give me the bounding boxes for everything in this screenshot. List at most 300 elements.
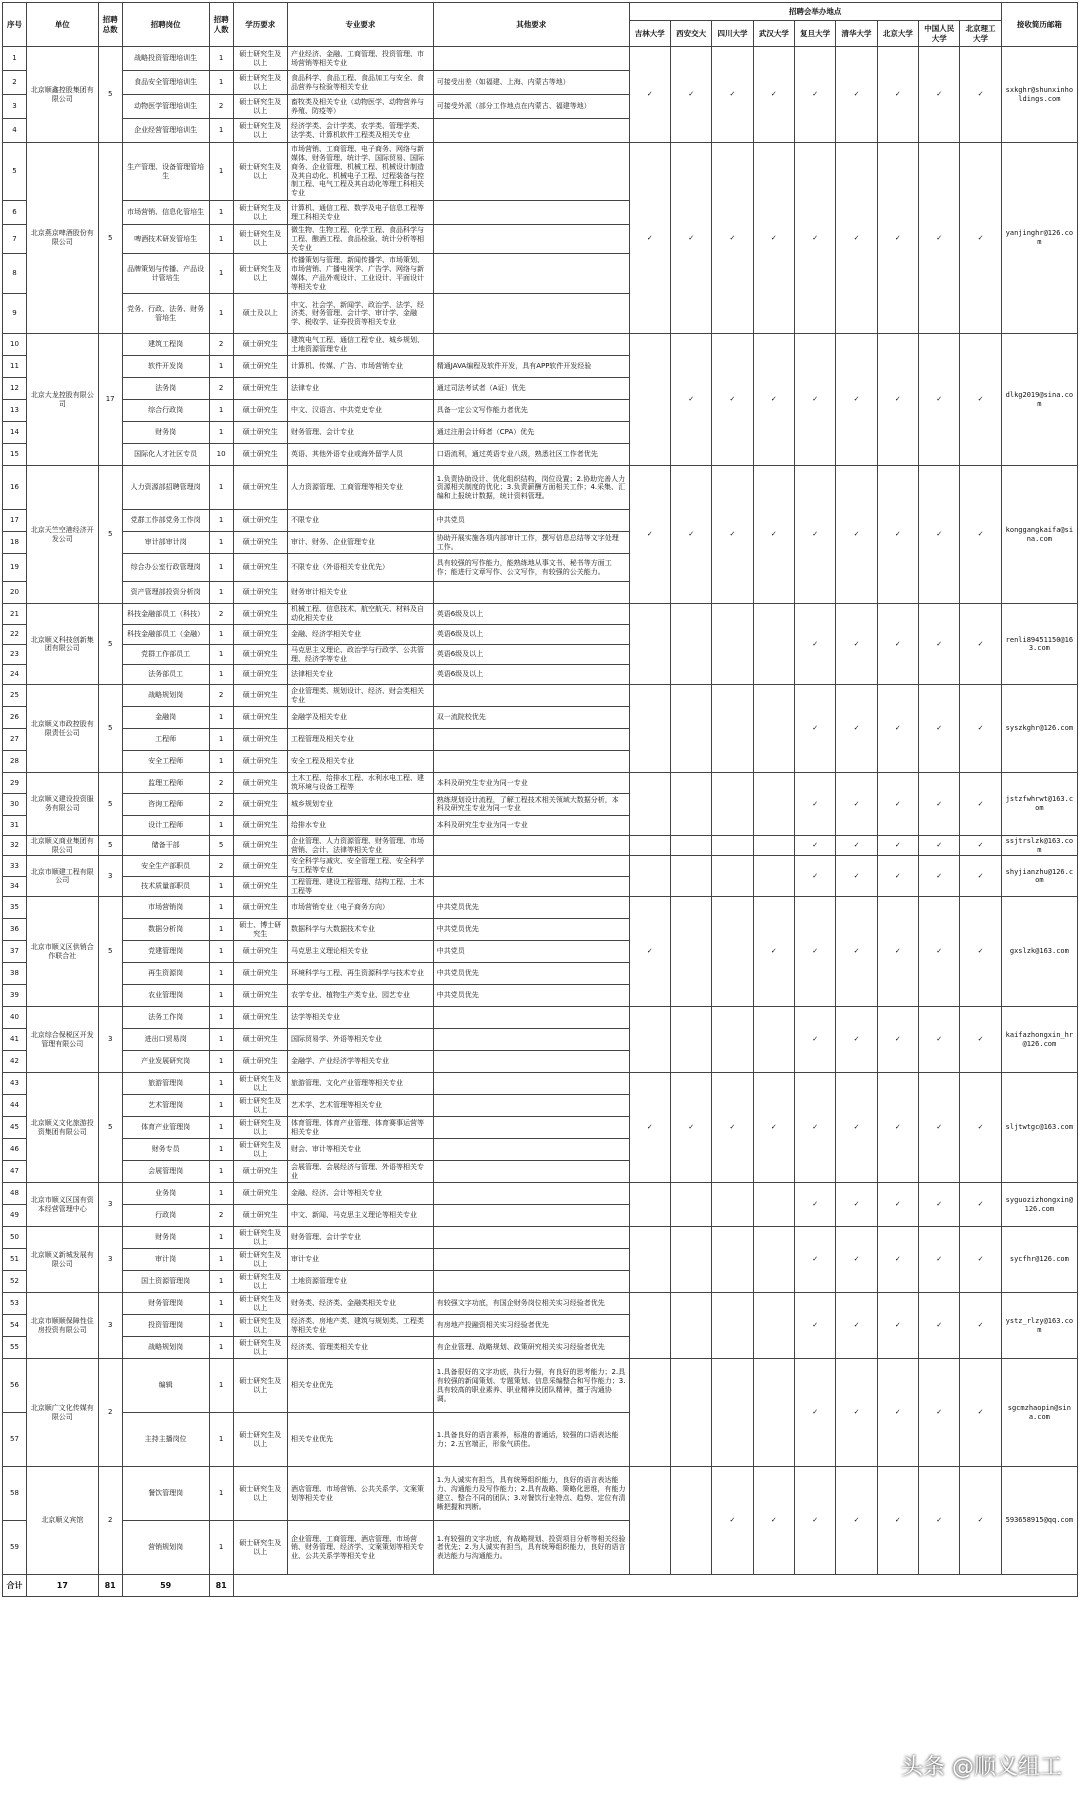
other-req: 通过司法考试者（A证）优先 bbox=[433, 378, 629, 400]
venue-check bbox=[753, 773, 794, 836]
education-req: 硕士研究生及以上 bbox=[233, 1073, 287, 1095]
position-name: 啤酒技术研发管培生 bbox=[122, 225, 209, 254]
venue-check: ✓ bbox=[877, 685, 918, 773]
position-name: 品牌策划与传播、产品设计管培生 bbox=[122, 254, 209, 294]
other-req bbox=[433, 334, 629, 356]
row-number: 10 bbox=[3, 334, 27, 356]
major-req: 相关专业优先 bbox=[287, 1413, 433, 1467]
venue-check: ✓ bbox=[960, 1183, 1001, 1227]
education-req: 硕士研究生及以上 bbox=[233, 143, 287, 201]
row-number: 34 bbox=[3, 876, 27, 897]
venue-check: ✓ bbox=[836, 835, 877, 856]
other-req bbox=[433, 1205, 629, 1227]
education-req: 硕士研究生及以上 bbox=[233, 95, 287, 119]
row-number: 7 bbox=[3, 225, 27, 254]
position-count: 1 bbox=[209, 1095, 233, 1117]
venue-check: ✓ bbox=[919, 47, 960, 143]
major-req: 不限专业 bbox=[287, 510, 433, 532]
position-name: 建筑工程岗 bbox=[122, 334, 209, 356]
venue-check: ✓ bbox=[670, 143, 711, 334]
venue-check: ✓ bbox=[670, 1073, 711, 1183]
row-number: 12 bbox=[3, 378, 27, 400]
unit-total: 3 bbox=[98, 1007, 122, 1073]
position-count: 1 bbox=[209, 1161, 233, 1183]
position-count: 1 bbox=[209, 119, 233, 143]
unit-name: 北京顺义建设投资服务有限公司 bbox=[26, 773, 98, 836]
position-count: 1 bbox=[209, 1413, 233, 1467]
venue-check: ✓ bbox=[877, 1183, 918, 1227]
position-count: 1 bbox=[209, 532, 233, 554]
unit-name: 北京综合保税区开发管理有限公司 bbox=[26, 1007, 98, 1073]
venue-check: ✓ bbox=[629, 1073, 670, 1183]
email-address: sljtwtgc@163.com bbox=[1001, 1073, 1077, 1183]
position-name: 财务岗 bbox=[122, 1227, 209, 1249]
venue-check: ✓ bbox=[877, 897, 918, 1007]
other-req: 双一流院校优先 bbox=[433, 707, 629, 729]
major-req: 安全工程及相关专业 bbox=[287, 751, 433, 773]
position-name: 法务岗 bbox=[122, 378, 209, 400]
venue-check: ✓ bbox=[919, 1293, 960, 1359]
venue-check: ✓ bbox=[919, 1183, 960, 1227]
row-number: 24 bbox=[3, 665, 27, 685]
table-row bbox=[3, 1183, 1078, 1205]
row-number: 31 bbox=[3, 815, 27, 835]
header-venue: 四川大学 bbox=[712, 21, 753, 47]
other-req: 熟练规划设计流程，了解工程技术相关领域大数据分析，本科及研究生专业为同一专业 bbox=[433, 793, 629, 815]
header-venue: 武汉大学 bbox=[753, 21, 794, 47]
position-name: 战略规划岗 bbox=[122, 1337, 209, 1359]
position-count: 1 bbox=[209, 1271, 233, 1293]
venue-check: ✓ bbox=[877, 1073, 918, 1183]
position-name: 数据分析岗 bbox=[122, 919, 209, 941]
row-number: 42 bbox=[3, 1051, 27, 1073]
other-req: 可接受出差（如福建、上海、内蒙古等地） bbox=[433, 71, 629, 95]
venue-check bbox=[712, 685, 753, 773]
position-count: 1 bbox=[209, 1521, 233, 1575]
position-name: 艺术管理岗 bbox=[122, 1095, 209, 1117]
row-number: 39 bbox=[3, 985, 27, 1007]
other-req bbox=[433, 1117, 629, 1139]
position-name: 编辑 bbox=[122, 1359, 209, 1413]
venue-check bbox=[670, 1183, 711, 1227]
venue-check: ✓ bbox=[795, 856, 836, 897]
position-name: 国际化人才社区专员 bbox=[122, 444, 209, 466]
venue-check: ✓ bbox=[877, 1007, 918, 1073]
position-name: 安全工程师 bbox=[122, 751, 209, 773]
table-row bbox=[3, 1467, 1078, 1521]
unit-total: 5 bbox=[98, 897, 122, 1007]
table-row bbox=[3, 334, 1078, 356]
venue-check: ✓ bbox=[629, 897, 670, 1007]
position-name: 进出口贸易岗 bbox=[122, 1029, 209, 1051]
education-req: 硕士研究生 bbox=[233, 1161, 287, 1183]
major-req: 金融、经济、会计等相关专业 bbox=[287, 1183, 433, 1205]
venue-check: ✓ bbox=[877, 1293, 918, 1359]
venue-check: ✓ bbox=[629, 143, 670, 334]
venue-check bbox=[712, 1227, 753, 1293]
venue-check bbox=[670, 835, 711, 856]
venue-check bbox=[629, 1293, 670, 1359]
header-seq: 序号 bbox=[3, 3, 27, 47]
other-req bbox=[433, 1249, 629, 1271]
row-number: 16 bbox=[3, 466, 27, 510]
major-req: 中文、汉语言、中共党史专业 bbox=[287, 400, 433, 422]
venue-check: ✓ bbox=[919, 1359, 960, 1467]
total-positions: 59 bbox=[122, 1575, 209, 1597]
venue-check: ✓ bbox=[836, 1183, 877, 1227]
venue-check: ✓ bbox=[753, 47, 794, 143]
unit-name: 北京顺义文化旅游投资集团有限公司 bbox=[26, 1073, 98, 1183]
venue-check: ✓ bbox=[795, 466, 836, 604]
venue-check: ✓ bbox=[795, 1007, 836, 1073]
venue-check bbox=[629, 773, 670, 836]
other-req: 英语6级及以上 bbox=[433, 665, 629, 685]
header-venue: 北京大学 bbox=[877, 21, 918, 47]
position-name: 财务管理岗 bbox=[122, 1293, 209, 1315]
table-row bbox=[3, 1293, 1078, 1315]
venue-check: ✓ bbox=[877, 1467, 918, 1575]
venue-check: ✓ bbox=[919, 773, 960, 836]
major-req: 审计专业 bbox=[287, 1249, 433, 1271]
table-row bbox=[3, 1227, 1078, 1249]
position-name: 战略规划岗 bbox=[122, 685, 209, 707]
row-number: 38 bbox=[3, 963, 27, 985]
position-count: 1 bbox=[209, 897, 233, 919]
other-req: 英语6级及以上 bbox=[433, 644, 629, 665]
row-number: 33 bbox=[3, 856, 27, 877]
header-unit: 单位 bbox=[26, 3, 98, 47]
education-req: 硕士、博士研究生 bbox=[233, 919, 287, 941]
other-req bbox=[433, 1029, 629, 1051]
unit-total: 5 bbox=[98, 1073, 122, 1183]
education-req: 硕士研究生及以上 bbox=[233, 201, 287, 225]
venue-check: ✓ bbox=[960, 1073, 1001, 1183]
row-number: 30 bbox=[3, 793, 27, 815]
major-req: 会展管理、会展经济与管理、外语等相关专业 bbox=[287, 1161, 433, 1183]
row-number: 13 bbox=[3, 400, 27, 422]
position-count: 2 bbox=[209, 1205, 233, 1227]
venue-check: ✓ bbox=[919, 334, 960, 466]
venue-check: ✓ bbox=[919, 685, 960, 773]
position-count: 1 bbox=[209, 254, 233, 294]
other-req bbox=[433, 876, 629, 897]
table-row bbox=[3, 47, 1078, 71]
venue-check bbox=[629, 856, 670, 897]
unit-name: 北京大龙控股有限公司 bbox=[26, 334, 98, 466]
total-filler bbox=[233, 1575, 1077, 1597]
venue-check bbox=[753, 1007, 794, 1073]
venue-check: ✓ bbox=[919, 143, 960, 334]
major-req: 金融学及相关专业 bbox=[287, 707, 433, 729]
major-req: 财务审计相关专业 bbox=[287, 582, 433, 604]
header-edu: 学历要求 bbox=[233, 3, 287, 47]
education-req: 硕士研究生 bbox=[233, 334, 287, 356]
venue-check bbox=[753, 856, 794, 897]
other-req bbox=[433, 225, 629, 254]
unit-name: 北京燕京啤酒股份有限公司 bbox=[26, 143, 98, 334]
email-address: sycfhr@126.com bbox=[1001, 1227, 1077, 1293]
venue-check: ✓ bbox=[877, 334, 918, 466]
header-venue: 清华大学 bbox=[836, 21, 877, 47]
position-name: 食品安全管理培训生 bbox=[122, 71, 209, 95]
other-req bbox=[433, 1227, 629, 1249]
position-count: 1 bbox=[209, 422, 233, 444]
major-req: 微生物、生物工程、化学工程、食品科学与工程、酿酒工程、食品检验、统计分析等相关专业 bbox=[287, 225, 433, 254]
position-name: 会展管理岗 bbox=[122, 1161, 209, 1183]
venue-check: ✓ bbox=[712, 47, 753, 143]
other-req: 中共党员优先 bbox=[433, 985, 629, 1007]
major-req: 国际贸易学、外语等相关专业 bbox=[287, 1029, 433, 1051]
education-req: 硕士研究生 bbox=[233, 378, 287, 400]
position-count: 1 bbox=[209, 941, 233, 963]
total-row bbox=[3, 1575, 1078, 1597]
row-number: 50 bbox=[3, 1227, 27, 1249]
venue-check: ✓ bbox=[753, 1073, 794, 1183]
education-req: 硕士研究生 bbox=[233, 1029, 287, 1051]
venue-check bbox=[629, 334, 670, 466]
major-req: 中文、新闻、马克思主义理论等相关专业 bbox=[287, 1205, 433, 1227]
row-number: 29 bbox=[3, 773, 27, 794]
major-req: 城乡规划专业 bbox=[287, 793, 433, 815]
unit-name: 北京市顺义区国有资本经营管理中心 bbox=[26, 1183, 98, 1227]
other-req: 1.为人诚实有担当，具有统筹组织能力，良好的语言表达能力、沟通能力及写作能力；2.具有战略、策略化思维，有能力建立、整合不同的团队；3.对餐饮行业特点、趋势、定位有清晰把握和判断。 bbox=[433, 1467, 629, 1521]
table-row bbox=[3, 604, 1078, 625]
position-name: 党建管理岗 bbox=[122, 941, 209, 963]
other-req: 协助开展实施各项内部审计工作，撰写信息总结等文字处理工作。 bbox=[433, 532, 629, 554]
position-name: 再生资源岗 bbox=[122, 963, 209, 985]
position-name: 旅游管理岗 bbox=[122, 1073, 209, 1095]
unit-name: 北京市顺义区供销合作联合社 bbox=[26, 897, 98, 1007]
position-count: 2 bbox=[209, 334, 233, 356]
other-req bbox=[433, 1073, 629, 1095]
education-req: 硕士研究生 bbox=[233, 356, 287, 378]
row-number: 15 bbox=[3, 444, 27, 466]
venue-check bbox=[670, 604, 711, 685]
education-req: 硕士研究生 bbox=[233, 604, 287, 625]
education-req: 硕士研究生 bbox=[233, 400, 287, 422]
position-name: 主持主播岗位 bbox=[122, 1413, 209, 1467]
major-req: 给排水专业 bbox=[287, 815, 433, 835]
position-count: 2 bbox=[209, 856, 233, 877]
venue-check: ✓ bbox=[836, 1073, 877, 1183]
major-req: 中文、社会学、新闻学、政治学、法学、经济类、财务管理、会计学、审计学、金融学、税收学、证券投资等相关专业 bbox=[287, 294, 433, 334]
major-req: 体育管理、体育产业管理、体育赛事运营等相关专业 bbox=[287, 1117, 433, 1139]
position-count: 2 bbox=[209, 604, 233, 625]
total-count: 81 bbox=[209, 1575, 233, 1597]
education-req: 硕士研究生及以上 bbox=[233, 1293, 287, 1315]
row-number: 55 bbox=[3, 1337, 27, 1359]
education-req: 硕士研究生及以上 bbox=[233, 1337, 287, 1359]
row-number: 14 bbox=[3, 422, 27, 444]
venue-check: ✓ bbox=[836, 1467, 877, 1575]
venue-check: ✓ bbox=[877, 1359, 918, 1467]
venue-check bbox=[753, 1183, 794, 1227]
education-req: 硕士研究生 bbox=[233, 751, 287, 773]
education-req: 硕士研究生及以上 bbox=[233, 225, 287, 254]
major-req: 计算机、传媒、广告、市场营销专业 bbox=[287, 356, 433, 378]
education-req: 硕士研究生及以上 bbox=[233, 254, 287, 294]
venue-check: ✓ bbox=[919, 1007, 960, 1073]
venue-check: ✓ bbox=[795, 1467, 836, 1575]
major-req: 法学等相关专业 bbox=[287, 1007, 433, 1029]
header-email: 接收简历邮箱 bbox=[1001, 3, 1077, 47]
position-count: 1 bbox=[209, 510, 233, 532]
header-venue: 西安交大 bbox=[670, 21, 711, 47]
venue-check: ✓ bbox=[877, 604, 918, 685]
position-name: 行政岗 bbox=[122, 1205, 209, 1227]
position-count: 1 bbox=[209, 466, 233, 510]
major-req: 企业管理、人力资源管理、财务管理、市场营销、会计、法律等相关专业 bbox=[287, 835, 433, 856]
education-req: 硕士研究生 bbox=[233, 554, 287, 582]
venue-check: ✓ bbox=[960, 1467, 1001, 1575]
position-count: 1 bbox=[209, 1117, 233, 1139]
other-req bbox=[433, 201, 629, 225]
position-count: 1 bbox=[209, 1293, 233, 1315]
other-req: 具备一定公文写作能力者优先 bbox=[433, 400, 629, 422]
major-req: 建筑电气工程、通信工程专业、城乡规划、土地资源管理专业 bbox=[287, 334, 433, 356]
position-name: 软件开发岗 bbox=[122, 356, 209, 378]
education-req: 硕士研究生及以上 bbox=[233, 1359, 287, 1413]
venue-check: ✓ bbox=[836, 1293, 877, 1359]
venue-check: ✓ bbox=[795, 334, 836, 466]
table-row bbox=[3, 856, 1078, 877]
row-number: 2 bbox=[3, 71, 27, 95]
row-number: 36 bbox=[3, 919, 27, 941]
venue-check: ✓ bbox=[919, 1227, 960, 1293]
position-count: 2 bbox=[209, 378, 233, 400]
venue-check: ✓ bbox=[919, 1467, 960, 1575]
major-req: 企业管理、工商管理、酒店管理、市场营销、财务管理、经济学、文案策划等相关专业、公共关系学等相关专业 bbox=[287, 1521, 433, 1575]
venue-check: ✓ bbox=[960, 897, 1001, 1007]
major-req: 英语、其他外语专业或海外留学人员 bbox=[287, 444, 433, 466]
position-name: 人力资源部招聘管理岗 bbox=[122, 466, 209, 510]
venue-check: ✓ bbox=[836, 1007, 877, 1073]
venue-check: ✓ bbox=[960, 1007, 1001, 1073]
venue-check bbox=[670, 1227, 711, 1293]
row-number: 37 bbox=[3, 941, 27, 963]
venue-check bbox=[712, 604, 753, 685]
other-req: 1.有较强的文字功底，有战略规划、投资项目分析等相关经验者优先；2.为人诚实有担当，具有统筹组织能力，良好的语言表达能力与沟通能力。 bbox=[433, 1521, 629, 1575]
major-req: 企业管理类、规划设计、经济、财会类相关专业 bbox=[287, 685, 433, 707]
venue-check: ✓ bbox=[960, 47, 1001, 143]
unit-name: 北京顺义商业集团有限公司 bbox=[26, 835, 98, 856]
venue-check bbox=[712, 1183, 753, 1227]
position-count: 1 bbox=[209, 1359, 233, 1413]
education-req: 硕士研究生 bbox=[233, 856, 287, 877]
position-name: 科技金融部员工（金融） bbox=[122, 624, 209, 644]
position-count: 1 bbox=[209, 815, 233, 835]
major-req: 经济类、管理类相关专业 bbox=[287, 1337, 433, 1359]
email-address: konggangkaifa@sina.com bbox=[1001, 466, 1077, 604]
header-venue: 北京理工大学 bbox=[960, 21, 1001, 47]
other-req bbox=[433, 254, 629, 294]
unit-total: 5 bbox=[98, 685, 122, 773]
other-req: 中共党员 bbox=[433, 941, 629, 963]
major-req: 环境科学与工程、再生资源科学与技术专业 bbox=[287, 963, 433, 985]
major-req: 经济学类、会计学类、农学类、管理学类、法学类、计算机软件工程类及相关专业 bbox=[287, 119, 433, 143]
other-req bbox=[433, 1139, 629, 1161]
position-count: 1 bbox=[209, 1467, 233, 1521]
row-number: 46 bbox=[3, 1139, 27, 1161]
position-name: 市场营销、信息化管培生 bbox=[122, 201, 209, 225]
position-count: 1 bbox=[209, 665, 233, 685]
venue-check bbox=[670, 1359, 711, 1467]
email-address: shyjianzhu@126.com bbox=[1001, 856, 1077, 897]
position-count: 2 bbox=[209, 793, 233, 815]
venue-check: ✓ bbox=[836, 856, 877, 897]
major-req: 经济类、房地产类、建筑与规划类、工程类等相关专业 bbox=[287, 1315, 433, 1337]
other-req: 具有较强的写作能力，能熟练地从事文书、秘书等方面工作；能进行文章写作、公文写作，有较强的公关能力。 bbox=[433, 554, 629, 582]
header-unit-total: 招聘总数 bbox=[98, 3, 122, 47]
position-name: 法务部员工 bbox=[122, 665, 209, 685]
position-count: 1 bbox=[209, 400, 233, 422]
venue-check: ✓ bbox=[960, 334, 1001, 466]
unit-name: 北京顺义科技创新集团有限公司 bbox=[26, 604, 98, 685]
education-req: 硕士研究生 bbox=[233, 1051, 287, 1073]
unit-name: 北京顺义宾馆 bbox=[26, 1467, 98, 1575]
unit-name: 北京市顺顺保障性住房投资有限公司 bbox=[26, 1293, 98, 1359]
venue-check bbox=[753, 1227, 794, 1293]
position-count: 1 bbox=[209, 876, 233, 897]
email-address: gxslzk@163.com bbox=[1001, 897, 1077, 1007]
position-count: 1 bbox=[209, 751, 233, 773]
major-req: 财务类、经济类、金融类相关专业 bbox=[287, 1293, 433, 1315]
venue-check: ✓ bbox=[836, 466, 877, 604]
major-req: 计算机、通信工程、数学及电子信息工程等理工科相关专业 bbox=[287, 201, 433, 225]
education-req: 硕士研究生 bbox=[233, 963, 287, 985]
position-name: 审计岗 bbox=[122, 1249, 209, 1271]
position-count: 1 bbox=[209, 919, 233, 941]
row-number: 44 bbox=[3, 1095, 27, 1117]
table-row bbox=[3, 1073, 1078, 1095]
unit-total: 3 bbox=[98, 1183, 122, 1227]
position-count: 1 bbox=[209, 1183, 233, 1205]
unit-total: 3 bbox=[98, 856, 122, 897]
education-req: 硕士研究生及以上 bbox=[233, 1227, 287, 1249]
header-venue: 复旦大学 bbox=[795, 21, 836, 47]
venue-check bbox=[753, 1293, 794, 1359]
other-req: 1.负责协助设计、优化组织结构，岗位设置；2.协助完善人力资源相关制度的优化；3.负责薪酬方面相关工作；4.采集、汇编和上报统计数据，统计资料管理。 bbox=[433, 466, 629, 510]
position-count: 1 bbox=[209, 729, 233, 751]
venue-check: ✓ bbox=[712, 334, 753, 466]
venue-check bbox=[712, 1007, 753, 1073]
education-req: 硕士研究生 bbox=[233, 815, 287, 835]
row-number: 41 bbox=[3, 1029, 27, 1051]
major-req: 马克思主义理论相关专业 bbox=[287, 941, 433, 963]
position-name: 设计工程师 bbox=[122, 815, 209, 835]
row-number: 19 bbox=[3, 554, 27, 582]
venue-check: ✓ bbox=[836, 604, 877, 685]
header-other: 其他要求 bbox=[433, 3, 629, 47]
venue-check: ✓ bbox=[919, 897, 960, 1007]
position-name: 营销规划岗 bbox=[122, 1521, 209, 1575]
row-number: 26 bbox=[3, 707, 27, 729]
row-number: 54 bbox=[3, 1315, 27, 1337]
row-number: 56 bbox=[3, 1359, 27, 1413]
venue-check: ✓ bbox=[919, 856, 960, 897]
education-req: 硕士研究生及以上 bbox=[233, 1139, 287, 1161]
unit-name: 北京顺广文化传媒有限公司 bbox=[26, 1359, 98, 1467]
venue-check: ✓ bbox=[960, 685, 1001, 773]
row-number: 4 bbox=[3, 119, 27, 143]
venue-check: ✓ bbox=[670, 47, 711, 143]
row-number: 23 bbox=[3, 644, 27, 665]
table-row bbox=[3, 897, 1078, 919]
education-req: 硕士研究生 bbox=[233, 835, 287, 856]
education-req: 硕士及以上 bbox=[233, 294, 287, 334]
venue-check: ✓ bbox=[960, 1227, 1001, 1293]
table-row bbox=[3, 773, 1078, 794]
